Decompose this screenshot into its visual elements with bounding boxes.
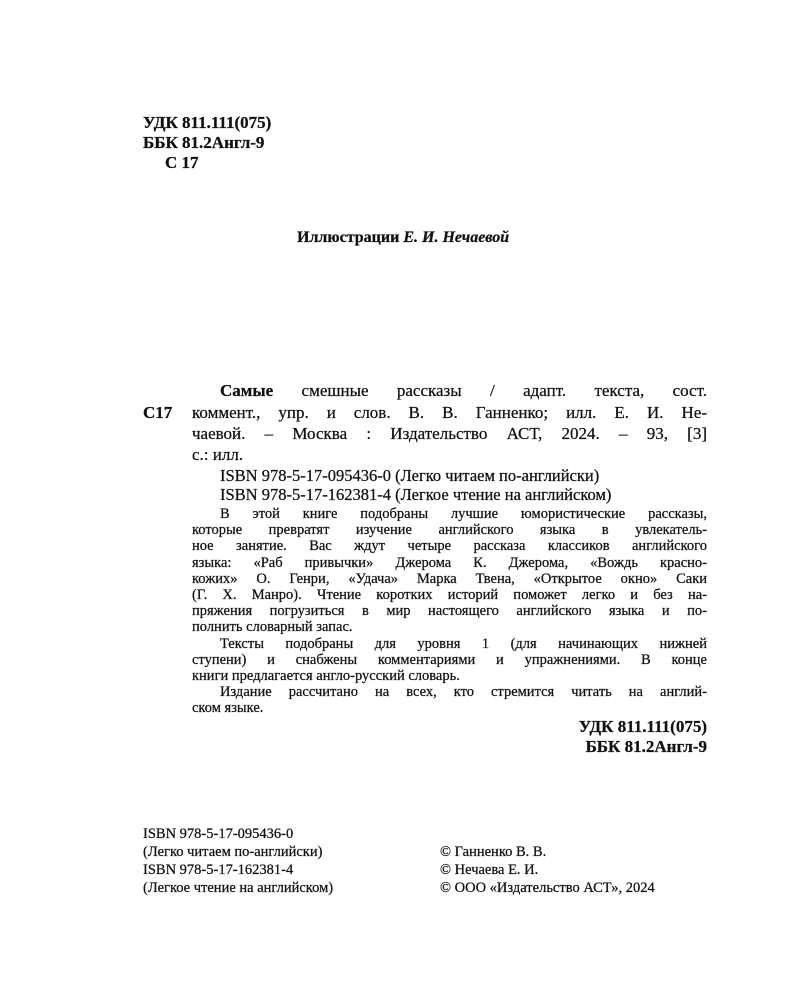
annotation-line: Издание рассчитано на всех, кто стремится читать на англий- [220, 684, 707, 701]
entry-line-2: коммент., упр. и слов. В. В. Ганненко; илл. Е. И. Не- [192, 403, 707, 422]
header-bbk: ББК 81.2Англ-9 [143, 133, 265, 152]
annotation-line: ском языке. [192, 700, 264, 717]
imprint-isbn-2: ISBN 978-5-17-162381-4 [143, 862, 294, 878]
annotation-line: (Г. Х. Манро). Чтение коротких историй поможет легко и без на- [192, 587, 707, 603]
illustrations-artist: Е. И. Нечаевой [403, 229, 510, 246]
copyright-publisher: © ООО «Издательство АСТ», 2024 [440, 880, 655, 896]
annotation-line: ступени) и снабжены комментариями и упражнениями. В конце [192, 651, 707, 668]
entry-line-4: с.: илл. [192, 445, 244, 464]
annotation-line: пряжения погрузиться в мир настоящего английского языка и по- [192, 603, 707, 620]
footer-udk: УДК 811.111(075) [578, 717, 707, 736]
entry-mark: С17 [143, 403, 173, 422]
entry-line-1 [220, 382, 707, 399]
illustrations-label: Иллюстрации [297, 229, 400, 246]
copyright-author: © Ганненко В. В. [440, 844, 547, 860]
header-udk: УДК 811.111(075) [143, 113, 272, 132]
entry-isbn-2: ISBN 978-5-17-162381-4 (Легкое чтение на английском) [220, 485, 612, 504]
imprint-isbn-1: ISBN 978-5-17-095436-0 [143, 826, 294, 842]
header-author-code: С 17 [165, 153, 199, 172]
entry-isbn-1: ISBN 978-5-17-095436-0 (Легко читаем по-английски) [220, 466, 600, 485]
imprint-series-1: (Легко читаем по-английски) [143, 844, 323, 860]
annotation-line: которые превратят изучение английского языка в увлекатель- [192, 522, 707, 539]
entry-line-3: чаевой. – Москва : Издательство АСТ, 2024. – 93, [3] [192, 424, 707, 443]
annotation-line: книги предлагается англо-русский словарь. [192, 668, 460, 684]
illustrations-credit [297, 230, 509, 246]
annotation-line: полнить словарный запас. [192, 619, 353, 636]
annotation-line: языка: «Раб привычки» Джерома К. Джерома, «Вождь красно- [192, 554, 707, 571]
footer-bbk: ББК 81.2Англ-9 [585, 737, 707, 756]
annotation-line: ное занятие. Вас ждут четыре рассказа классиков английского [192, 538, 707, 555]
annotation-line: Тексты подобраны для уровня 1 (для начинающих нижней [220, 635, 707, 652]
annotation-line: В этой книге подобраны лучшие юмористические рассказы, [220, 506, 707, 522]
annotation-line: кожих» О. Генри, «Удача» Марка Твена, «Открытое окно» Саки [192, 570, 707, 587]
copyright-illustrator: © Нечаева Е. И. [440, 862, 539, 878]
entry-text: смешные рассказы / адапт. текста, сост. [301, 381, 708, 400]
entry-title-bold: Самые [220, 381, 274, 400]
imprint-series-2: (Легкое чтение на английском) [143, 880, 334, 896]
